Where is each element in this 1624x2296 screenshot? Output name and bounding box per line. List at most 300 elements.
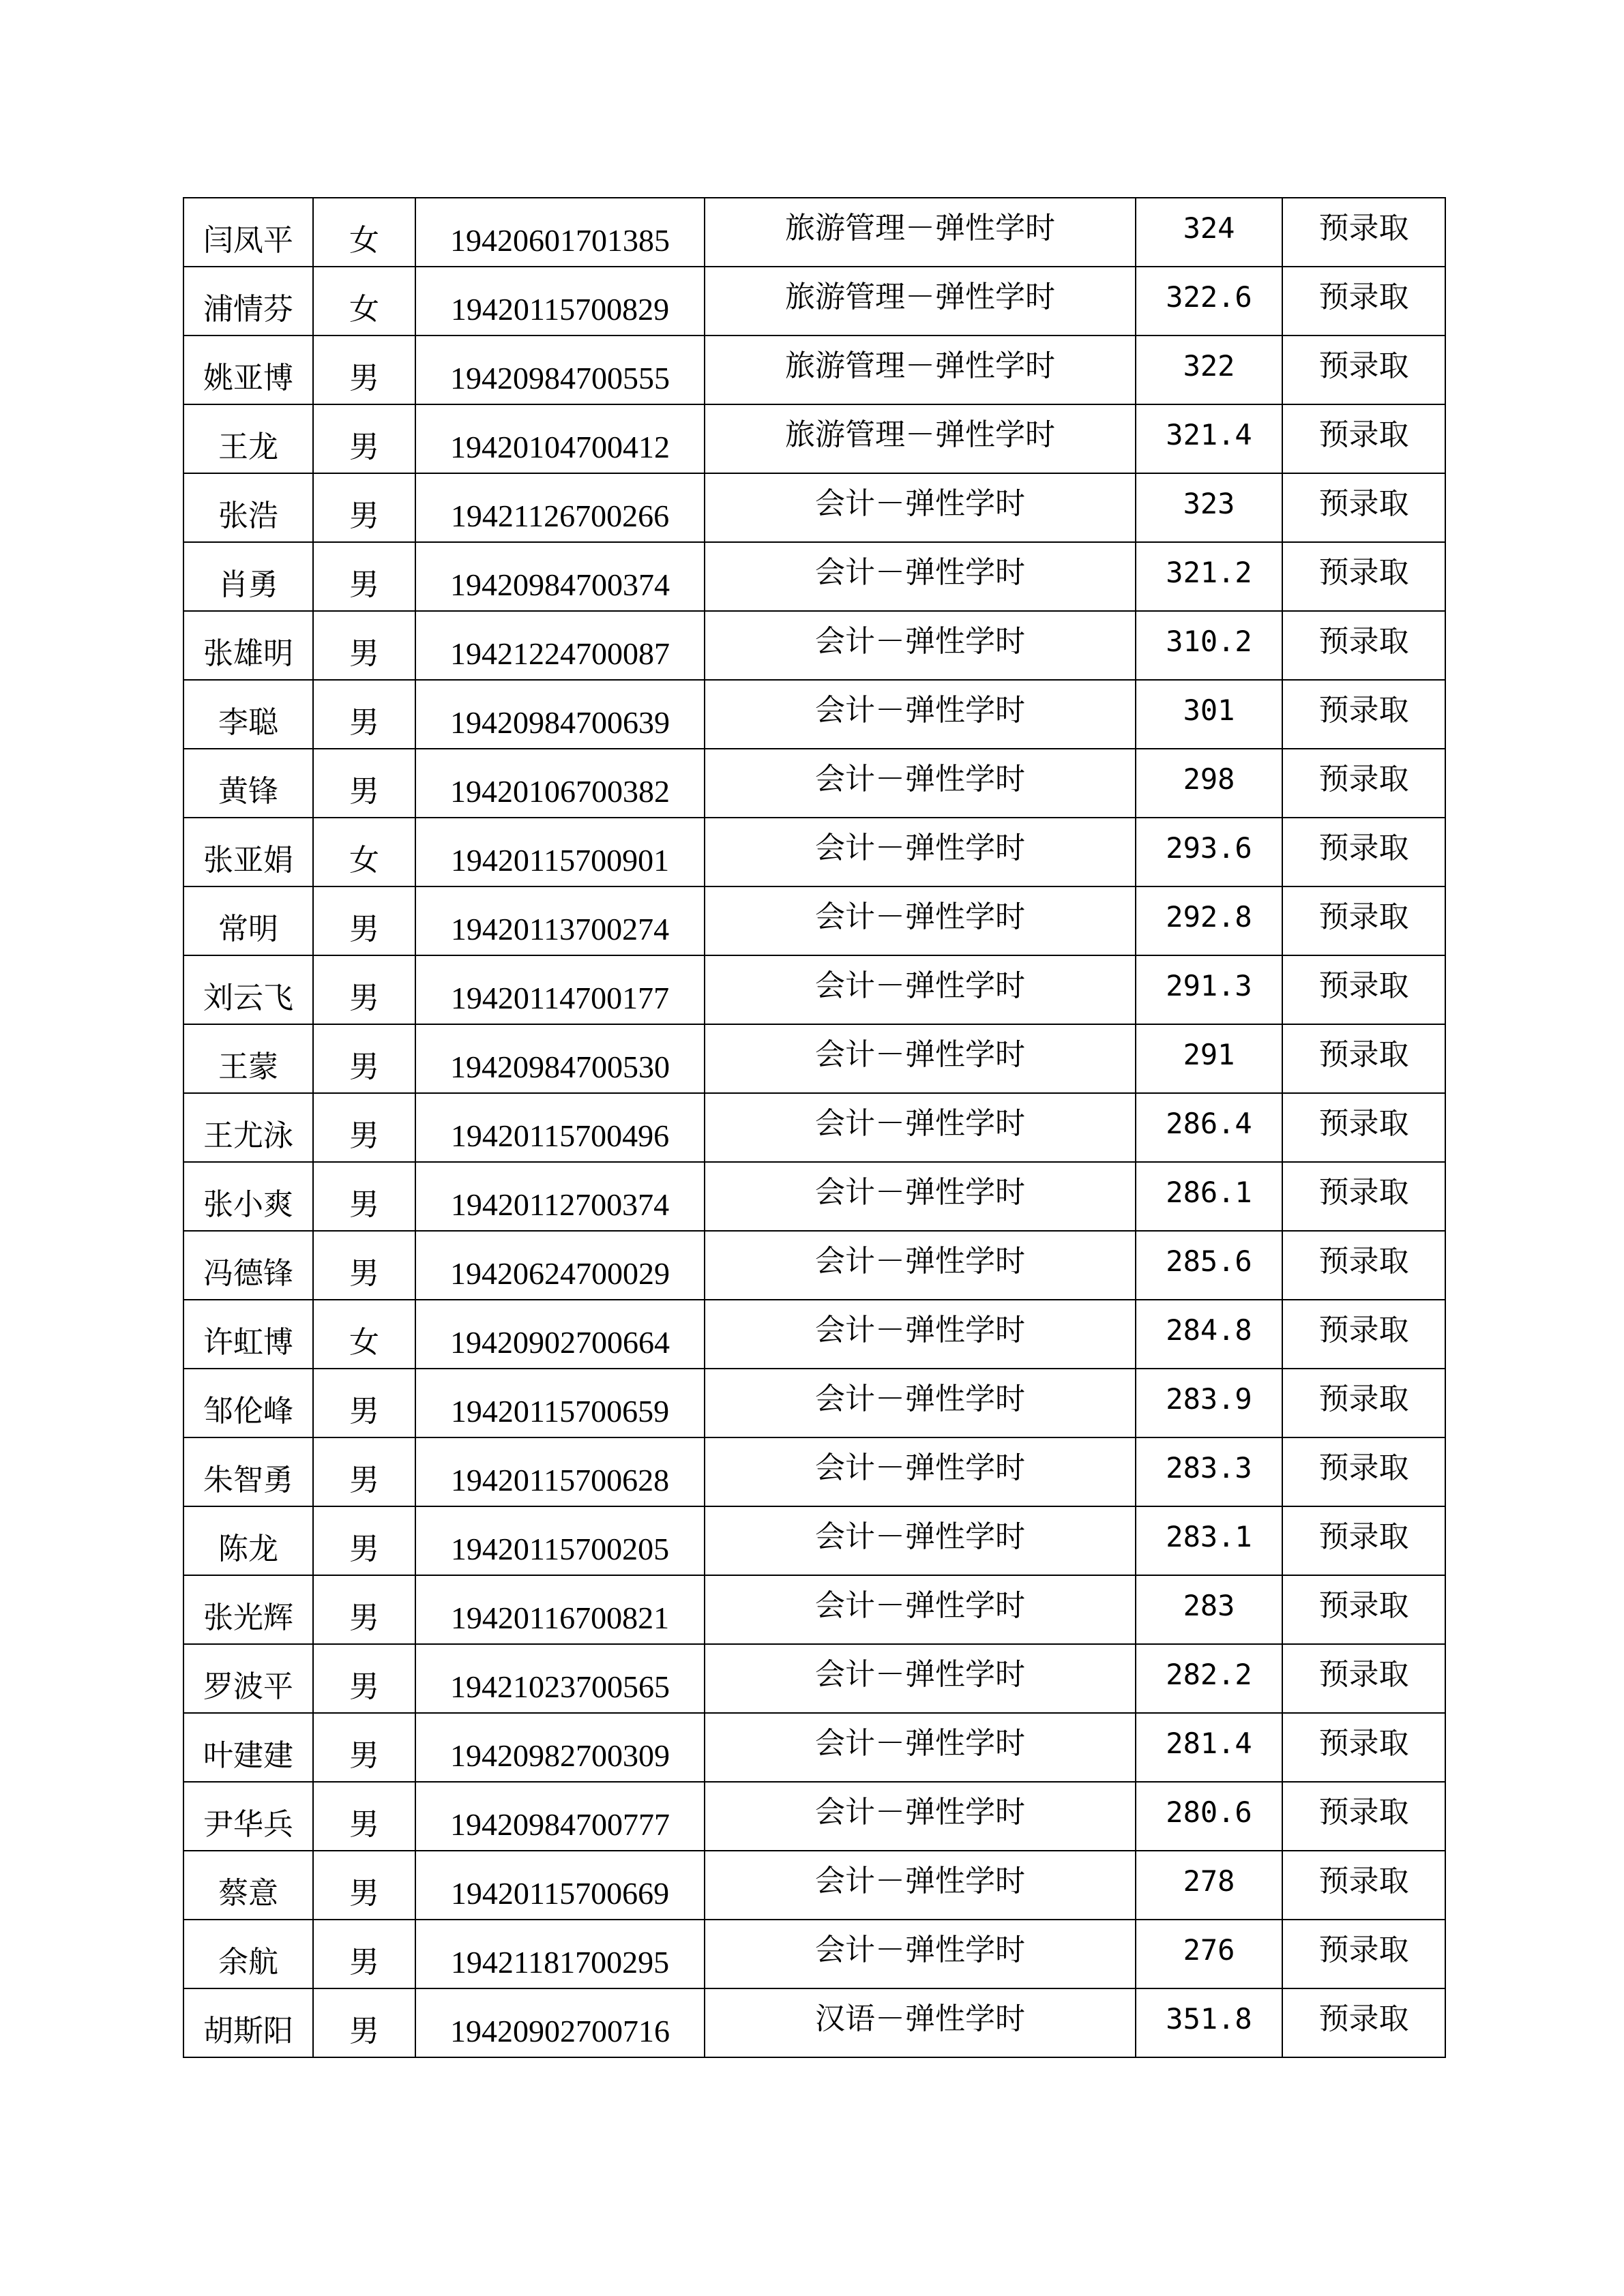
gender-cell-text: 男 xyxy=(349,1255,379,1291)
status-cell xyxy=(1282,955,1445,1024)
major-cell xyxy=(705,1369,1136,1437)
status-cell xyxy=(1282,1644,1445,1713)
name-cell xyxy=(183,886,313,955)
major-cell-text: 旅游管理－弹性学时 xyxy=(785,417,1055,452)
status-cell-text: 预录取 xyxy=(1318,417,1409,452)
major-cell xyxy=(705,336,1136,404)
major-cell-text: 会计－弹性学时 xyxy=(815,1037,1025,1072)
name-cell xyxy=(183,1713,313,1782)
name-cell-text: 张浩 xyxy=(218,498,278,533)
gender-cell-text: 女 xyxy=(349,842,379,878)
candidate-id-cell-text: 19420116700821 xyxy=(450,1600,670,1635)
candidate-id-cell-text: 19420982700309 xyxy=(450,1738,670,1773)
status-cell-text: 预录取 xyxy=(1318,1794,1409,1830)
score-cell xyxy=(1136,404,1282,473)
major-cell-text: 会计－弹性学时 xyxy=(815,1519,1025,1554)
status-cell xyxy=(1282,1369,1445,1437)
status-cell-text: 预录取 xyxy=(1318,1587,1409,1623)
score-cell xyxy=(1136,1093,1282,1162)
gender-cell xyxy=(313,1920,415,1988)
major-cell xyxy=(705,198,1136,267)
score-cell xyxy=(1136,818,1282,886)
table-row xyxy=(183,1093,1445,1162)
score-cell xyxy=(1136,1437,1282,1506)
gender-cell xyxy=(313,267,415,336)
status-cell xyxy=(1282,1920,1445,1988)
table-row xyxy=(183,1644,1445,1713)
score-cell-text: 283.9 xyxy=(1166,1382,1252,1416)
score-cell xyxy=(1136,1575,1282,1644)
status-cell-text: 预录取 xyxy=(1318,2001,1409,2036)
gender-cell xyxy=(313,611,415,680)
major-cell xyxy=(705,749,1136,818)
status-cell-text: 预录取 xyxy=(1318,1243,1409,1279)
score-cell-text: 310.2 xyxy=(1166,624,1252,658)
status-cell xyxy=(1282,886,1445,955)
status-cell-text: 预录取 xyxy=(1318,554,1409,590)
status-cell xyxy=(1282,1231,1445,1300)
name-cell xyxy=(183,1300,313,1369)
gender-cell xyxy=(313,1713,415,1782)
table-row xyxy=(183,886,1445,955)
gender-cell xyxy=(313,1988,415,2057)
score-cell-text: 280.6 xyxy=(1166,1795,1252,1829)
status-cell xyxy=(1282,1300,1445,1369)
status-cell xyxy=(1282,680,1445,749)
table-row xyxy=(183,267,1445,336)
name-cell xyxy=(183,1782,313,1851)
name-cell xyxy=(183,404,313,473)
table-row xyxy=(183,1713,1445,1782)
name-cell xyxy=(183,1231,313,1300)
name-cell-text: 蔡意 xyxy=(218,1875,278,1911)
status-cell xyxy=(1282,1782,1445,1851)
major-cell xyxy=(705,1644,1136,1713)
gender-cell-text: 男 xyxy=(349,1393,379,1429)
name-cell-text: 王蒙 xyxy=(218,1049,278,1084)
major-cell xyxy=(705,611,1136,680)
candidate-id-cell xyxy=(415,1024,705,1093)
candidate-id-cell xyxy=(415,267,705,336)
gender-cell xyxy=(313,886,415,955)
name-cell-text: 邹伦峰 xyxy=(203,1393,293,1429)
status-cell xyxy=(1282,1162,1445,1231)
gender-cell-text: 男 xyxy=(349,1944,379,1980)
gender-cell xyxy=(313,198,415,267)
candidate-id-cell-text: 19420115700496 xyxy=(450,1118,670,1153)
candidate-id-cell xyxy=(415,1644,705,1713)
name-cell-text: 肖勇 xyxy=(218,567,278,602)
gender-cell xyxy=(313,818,415,886)
score-cell-text: 286.1 xyxy=(1166,1175,1252,1209)
score-cell-text: 301 xyxy=(1183,693,1235,727)
candidate-id-cell xyxy=(415,336,705,404)
gender-cell xyxy=(313,1369,415,1437)
status-cell-text: 预录取 xyxy=(1318,899,1409,934)
gender-cell-text: 女 xyxy=(349,291,379,327)
major-cell xyxy=(705,1437,1136,1506)
name-cell xyxy=(183,1988,313,2057)
gender-cell xyxy=(313,749,415,818)
score-cell xyxy=(1136,1506,1282,1575)
name-cell-text: 罗波平 xyxy=(203,1669,293,1704)
gender-cell-text: 女 xyxy=(349,222,379,258)
score-cell-text: 283 xyxy=(1183,1588,1235,1622)
status-cell-text: 预录取 xyxy=(1318,1037,1409,1072)
candidate-id-cell xyxy=(415,1231,705,1300)
candidate-id-cell xyxy=(415,1369,705,1437)
candidate-id-cell xyxy=(415,1920,705,1988)
score-cell xyxy=(1136,473,1282,542)
gender-cell xyxy=(313,1162,415,1231)
candidate-id-cell-text: 19420902700664 xyxy=(450,1324,670,1360)
gender-cell xyxy=(313,1300,415,1369)
status-cell xyxy=(1282,1506,1445,1575)
major-cell-text: 会计－弹性学时 xyxy=(815,1381,1025,1416)
score-cell xyxy=(1136,542,1282,611)
table-row xyxy=(183,1024,1445,1093)
candidate-id-cell-text: 19420984700555 xyxy=(450,360,670,396)
gender-cell xyxy=(313,1093,415,1162)
gender-cell xyxy=(313,542,415,611)
gender-cell-text: 女 xyxy=(349,1324,379,1360)
candidate-id-cell-text: 19420115700659 xyxy=(450,1393,670,1429)
major-cell-text: 会计－弹性学时 xyxy=(815,1863,1025,1898)
status-cell xyxy=(1282,542,1445,611)
score-cell xyxy=(1136,1231,1282,1300)
major-cell xyxy=(705,680,1136,749)
score-cell xyxy=(1136,267,1282,336)
name-cell-text: 李聪 xyxy=(218,704,278,740)
table-row xyxy=(183,1437,1445,1506)
candidate-id-cell xyxy=(415,198,705,267)
name-cell-text: 闫凤平 xyxy=(203,222,293,258)
gender-cell xyxy=(313,1575,415,1644)
major-cell-text: 会计－弹性学时 xyxy=(815,1932,1025,1967)
score-cell-text: 292.8 xyxy=(1166,899,1252,934)
major-cell-text: 会计－弹性学时 xyxy=(815,899,1025,934)
table-row xyxy=(183,404,1445,473)
major-cell xyxy=(705,1506,1136,1575)
name-cell-text: 黄锋 xyxy=(218,773,278,809)
score-cell-text: 276 xyxy=(1183,1933,1235,1967)
gender-cell xyxy=(313,1851,415,1920)
gender-cell xyxy=(313,404,415,473)
score-cell xyxy=(1136,886,1282,955)
candidate-id-cell-text: 19421181700295 xyxy=(450,1944,670,1980)
candidate-id-cell-text: 19421126700266 xyxy=(450,498,670,533)
candidate-id-cell xyxy=(415,1782,705,1851)
status-cell xyxy=(1282,198,1445,267)
candidate-id-cell-text: 19420115700205 xyxy=(450,1531,670,1566)
score-cell-text: 283.1 xyxy=(1166,1519,1252,1553)
major-cell xyxy=(705,955,1136,1024)
table-row xyxy=(183,1369,1445,1437)
major-cell xyxy=(705,1575,1136,1644)
major-cell-text: 会计－弹性学时 xyxy=(815,1105,1025,1141)
status-cell xyxy=(1282,749,1445,818)
name-cell xyxy=(183,267,313,336)
major-cell-text: 会计－弹性学时 xyxy=(815,1243,1025,1279)
name-cell xyxy=(183,1093,313,1162)
major-cell-text: 汉语－弹性学时 xyxy=(815,2001,1025,2036)
status-cell-text: 预录取 xyxy=(1318,1312,1409,1347)
name-cell xyxy=(183,611,313,680)
status-cell-text: 预录取 xyxy=(1318,1105,1409,1141)
score-cell xyxy=(1136,749,1282,818)
candidate-id-cell xyxy=(415,955,705,1024)
gender-cell-text: 男 xyxy=(349,1806,379,1842)
candidate-id-cell xyxy=(415,886,705,955)
status-cell xyxy=(1282,611,1445,680)
candidate-id-cell-text: 19421023700565 xyxy=(450,1669,670,1704)
status-cell-text: 预录取 xyxy=(1318,1174,1409,1210)
name-cell xyxy=(183,198,313,267)
major-cell-text: 旅游管理－弹性学时 xyxy=(785,210,1055,245)
major-cell-text: 会计－弹性学时 xyxy=(815,968,1025,1003)
name-cell xyxy=(183,1644,313,1713)
major-cell-text: 旅游管理－弹性学时 xyxy=(785,348,1055,383)
gender-cell xyxy=(313,1437,415,1506)
gender-cell-text: 男 xyxy=(349,1600,379,1635)
major-cell xyxy=(705,1782,1136,1851)
table-row xyxy=(183,611,1445,680)
candidate-id-cell xyxy=(415,1851,705,1920)
table-row xyxy=(183,198,1445,267)
candidate-id-cell xyxy=(415,680,705,749)
gender-cell xyxy=(313,680,415,749)
score-cell-text: 351.8 xyxy=(1166,2001,1252,2036)
gender-cell-text: 男 xyxy=(349,360,379,396)
name-cell xyxy=(183,955,313,1024)
gender-cell-text: 男 xyxy=(349,1049,379,1084)
major-cell-text: 会计－弹性学时 xyxy=(815,1794,1025,1830)
name-cell-text: 许虹博 xyxy=(203,1324,293,1360)
candidate-id-cell-text: 19420902700716 xyxy=(450,2013,670,2048)
gender-cell-text: 男 xyxy=(349,1875,379,1911)
score-cell xyxy=(1136,680,1282,749)
candidate-id-cell xyxy=(415,404,705,473)
name-cell-text: 冯德锋 xyxy=(203,1255,293,1291)
gender-cell-text: 男 xyxy=(349,567,379,602)
major-cell xyxy=(705,542,1136,611)
major-cell xyxy=(705,1988,1136,2057)
status-cell xyxy=(1282,1437,1445,1506)
status-cell-text: 预录取 xyxy=(1318,210,1409,245)
name-cell xyxy=(183,1506,313,1575)
candidate-id-cell xyxy=(415,542,705,611)
candidate-id-cell-text: 19420115700628 xyxy=(450,1462,670,1497)
score-cell-text: 286.4 xyxy=(1166,1106,1252,1140)
major-cell xyxy=(705,1231,1136,1300)
major-cell xyxy=(705,886,1136,955)
gender-cell xyxy=(313,1506,415,1575)
gender-cell xyxy=(313,1644,415,1713)
gender-cell-text: 男 xyxy=(349,1118,379,1153)
major-cell xyxy=(705,1713,1136,1782)
gender-cell xyxy=(313,955,415,1024)
status-cell-text: 预录取 xyxy=(1318,1450,1409,1485)
name-cell xyxy=(183,749,313,818)
status-cell xyxy=(1282,1093,1445,1162)
score-cell-text: 321.4 xyxy=(1166,417,1252,451)
table-row xyxy=(183,1162,1445,1231)
candidate-id-cell-text: 19420601701385 xyxy=(450,222,670,258)
major-cell-text: 会计－弹性学时 xyxy=(815,1587,1025,1623)
name-cell-text: 王尤泳 xyxy=(203,1118,293,1153)
candidate-id-cell-text: 19420115700901 xyxy=(450,842,670,878)
table-row xyxy=(183,1920,1445,1988)
status-cell-text: 预录取 xyxy=(1318,692,1409,728)
name-cell-text: 余航 xyxy=(218,1944,278,1980)
status-cell-text: 预录取 xyxy=(1318,623,1409,659)
score-cell-text: 291 xyxy=(1183,1037,1235,1071)
major-cell xyxy=(705,1162,1136,1231)
status-cell-text: 预录取 xyxy=(1318,486,1409,521)
score-cell xyxy=(1136,1782,1282,1851)
name-cell-text: 朱智勇 xyxy=(203,1462,293,1497)
name-cell-text: 姚亚博 xyxy=(203,360,293,396)
major-cell-text: 会计－弹性学时 xyxy=(815,1312,1025,1347)
name-cell-text: 张小爽 xyxy=(203,1187,293,1222)
candidate-id-cell xyxy=(415,473,705,542)
gender-cell xyxy=(313,1231,415,1300)
table-row xyxy=(183,336,1445,404)
status-cell-text: 预录取 xyxy=(1318,1381,1409,1416)
major-cell xyxy=(705,1024,1136,1093)
gender-cell-text: 男 xyxy=(349,1738,379,1773)
name-cell-text: 张光辉 xyxy=(203,1600,293,1635)
major-cell-text: 会计－弹性学时 xyxy=(815,692,1025,728)
major-cell-text: 会计－弹性学时 xyxy=(815,486,1025,521)
major-cell-text: 会计－弹性学时 xyxy=(815,1174,1025,1210)
major-cell-text: 会计－弹性学时 xyxy=(815,554,1025,590)
major-cell-text: 旅游管理－弹性学时 xyxy=(785,279,1055,314)
score-cell-text: 281.4 xyxy=(1166,1726,1252,1760)
gender-cell-text: 男 xyxy=(349,1462,379,1497)
name-cell xyxy=(183,1162,313,1231)
name-cell xyxy=(183,1024,313,1093)
major-cell-text: 会计－弹性学时 xyxy=(815,830,1025,865)
name-cell xyxy=(183,542,313,611)
candidate-id-cell-text: 19420112700374 xyxy=(450,1187,670,1222)
major-cell-text: 会计－弹性学时 xyxy=(815,1450,1025,1485)
candidate-id-cell-text: 19420104700412 xyxy=(450,429,670,464)
admission-table xyxy=(183,197,1446,2058)
status-cell xyxy=(1282,1575,1445,1644)
table-row xyxy=(183,1300,1445,1369)
score-cell xyxy=(1136,1713,1282,1782)
status-cell xyxy=(1282,267,1445,336)
table-row xyxy=(183,680,1445,749)
name-cell-text: 浦情芬 xyxy=(203,291,293,327)
score-cell xyxy=(1136,1851,1282,1920)
major-cell-text: 会计－弹性学时 xyxy=(815,1725,1025,1761)
gender-cell xyxy=(313,336,415,404)
major-cell xyxy=(705,404,1136,473)
major-cell xyxy=(705,1093,1136,1162)
name-cell xyxy=(183,1851,313,1920)
table-row xyxy=(183,542,1445,611)
gender-cell-text: 男 xyxy=(349,429,379,464)
table-row xyxy=(183,1231,1445,1300)
status-cell-text: 预录取 xyxy=(1318,1863,1409,1898)
candidate-id-cell-text: 19420984700374 xyxy=(450,567,670,602)
admission-table-body xyxy=(183,198,1445,2057)
status-cell xyxy=(1282,818,1445,886)
status-cell-text: 预录取 xyxy=(1318,830,1409,865)
major-cell xyxy=(705,473,1136,542)
candidate-id-cell xyxy=(415,1300,705,1369)
candidate-id-cell xyxy=(415,1437,705,1506)
major-cell-text: 会计－弹性学时 xyxy=(815,623,1025,659)
score-cell xyxy=(1136,611,1282,680)
name-cell-text: 张亚娟 xyxy=(203,842,293,878)
table-row xyxy=(183,955,1445,1024)
status-cell-text: 预录取 xyxy=(1318,1932,1409,1967)
score-cell-text: 291.3 xyxy=(1166,968,1252,1002)
candidate-id-cell xyxy=(415,1162,705,1231)
gender-cell-text: 男 xyxy=(349,1531,379,1566)
score-cell-text: 284.8 xyxy=(1166,1313,1252,1347)
gender-cell xyxy=(313,473,415,542)
status-cell-text: 预录取 xyxy=(1318,968,1409,1003)
score-cell-text: 322.6 xyxy=(1166,280,1252,314)
score-cell-text: 323 xyxy=(1183,486,1235,520)
candidate-id-cell xyxy=(415,1575,705,1644)
candidate-id-cell xyxy=(415,1988,705,2057)
score-cell xyxy=(1136,1369,1282,1437)
score-cell-text: 282.2 xyxy=(1166,1657,1252,1691)
major-cell-text: 会计－弹性学时 xyxy=(815,1656,1025,1692)
gender-cell-text: 男 xyxy=(349,2013,379,2048)
status-cell-text: 预录取 xyxy=(1318,1519,1409,1554)
gender-cell xyxy=(313,1024,415,1093)
table-row xyxy=(183,1782,1445,1851)
status-cell xyxy=(1282,1988,1445,2057)
status-cell-text: 预录取 xyxy=(1318,1656,1409,1692)
candidate-id-cell xyxy=(415,818,705,886)
score-cell xyxy=(1136,1920,1282,1988)
name-cell xyxy=(183,818,313,886)
gender-cell xyxy=(313,1782,415,1851)
gender-cell-text: 男 xyxy=(349,704,379,740)
gender-cell-text: 男 xyxy=(349,636,379,671)
name-cell-text: 尹华兵 xyxy=(203,1806,293,1842)
score-cell xyxy=(1136,1988,1282,2057)
score-cell xyxy=(1136,1644,1282,1713)
candidate-id-cell xyxy=(415,611,705,680)
gender-cell-text: 男 xyxy=(349,1187,379,1222)
name-cell-text: 叶建建 xyxy=(203,1738,293,1773)
candidate-id-cell-text: 19420984700639 xyxy=(450,704,670,740)
major-cell xyxy=(705,818,1136,886)
candidate-id-cell-text: 19421224700087 xyxy=(450,636,670,671)
status-cell xyxy=(1282,1713,1445,1782)
score-cell xyxy=(1136,336,1282,404)
name-cell xyxy=(183,680,313,749)
candidate-id-cell-text: 19420984700777 xyxy=(450,1806,670,1842)
table-row xyxy=(183,749,1445,818)
name-cell-text: 王龙 xyxy=(218,429,278,464)
table-row xyxy=(183,1851,1445,1920)
status-cell-text: 预录取 xyxy=(1318,761,1409,796)
score-cell-text: 322 xyxy=(1183,348,1235,383)
status-cell xyxy=(1282,473,1445,542)
score-cell xyxy=(1136,1162,1282,1231)
gender-cell-text: 男 xyxy=(349,911,379,946)
status-cell-text: 预录取 xyxy=(1318,279,1409,314)
